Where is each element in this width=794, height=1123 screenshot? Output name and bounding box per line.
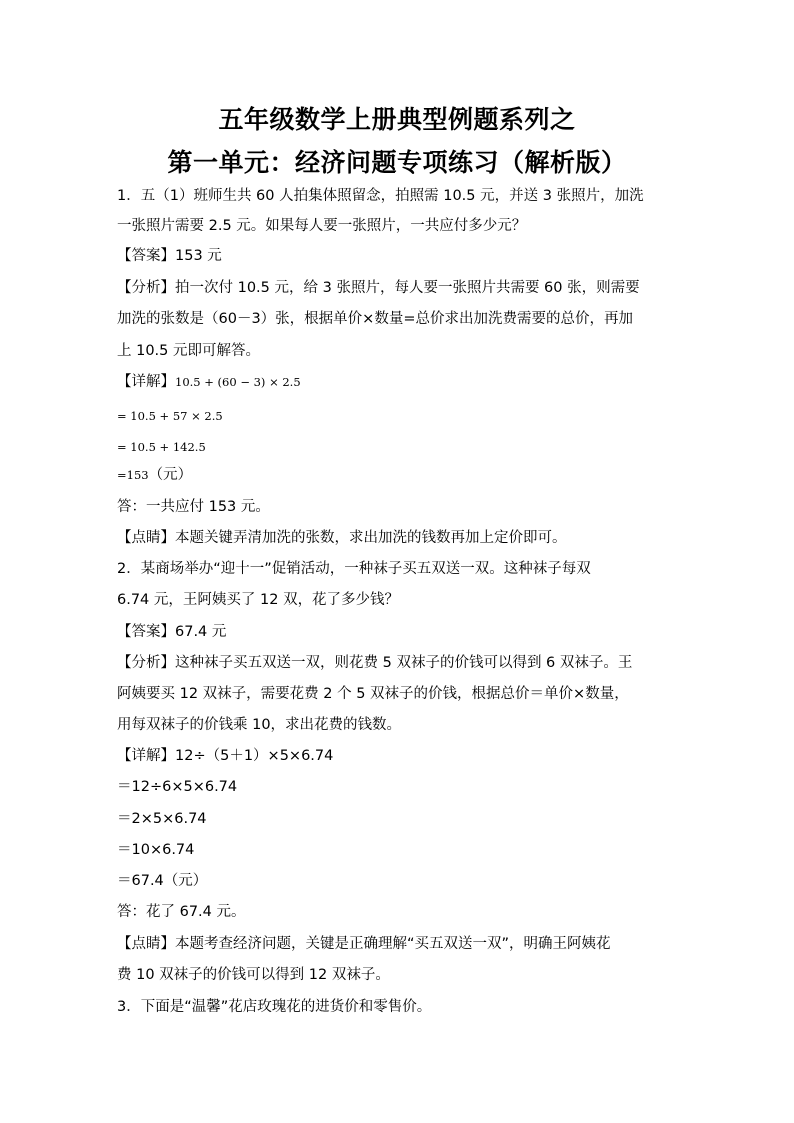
q2-point-line2: 费 10 双袜子的价钱可以得到 12 双袜子。 xyxy=(117,967,390,983)
q3-text-line1: 3．下面是“温馨”花店玫瑰花的进货价和零售价。 xyxy=(117,999,432,1015)
q1-analysis-line3: 上 10.5 元即可解答。 xyxy=(117,343,261,359)
q1-point: 【点睛】本题关键弄清加洗的张数，求出加洗的钱数再加上定价即可。 xyxy=(117,530,567,546)
q2-analysis-line1: 【分析】这种袜子买五双送一双，则花费 5 双袜子的价钱可以得到 6 双袜子。王 xyxy=(117,655,633,671)
q1-answer: 【答案】153 元 xyxy=(117,248,222,264)
q1-detail-eq1: 10.5 + (60 − 3) × 2.5 xyxy=(175,375,301,389)
q2-analysis-line3: 用每双袜子的价钱乘 10，求出花费的钱数。 xyxy=(117,717,402,733)
document-title-line1: 五年级数学上册典型例题系列之 xyxy=(218,105,576,134)
q2-detail-line2: ＝12÷6×5×6.74 xyxy=(117,779,238,795)
q1-detail-line2: = 10.5 + 57 × 2.5 xyxy=(117,409,223,423)
q1-detail-eq4: =153 xyxy=(117,468,149,482)
q1-detail-line1 xyxy=(117,372,301,392)
q2-text-line2: 6.74 元，王阿姨买了 12 双，花了多少钱？ xyxy=(117,592,400,608)
q2-reply: 答：花了 67.4 元。 xyxy=(117,904,246,920)
q1-text-line2: 一张照片需要 2.5 元。如果每人要一张照片，一共应付多少元？ xyxy=(117,218,527,234)
q2-point-line1: 【点睛】本题考查经济问题，关键是正确理解“买五双送一双”，明确王阿姨花 xyxy=(117,936,611,952)
q2-answer: 【答案】67.4 元 xyxy=(117,624,227,640)
q2-detail-line1: 【详解】12÷（5＋1）×5×6.74 xyxy=(117,748,334,764)
q1-detail-unit: （元） xyxy=(148,467,193,483)
q1-analysis-line1: 【分析】拍一次付 10.5 元，给 3 张照片，每人要一张照片共需要 60 张，则需要 xyxy=(117,280,640,296)
q2-text-line1: 2．某商场举办“迎十一”促销活动，一种袜子买五双送一双。这种袜子每双 xyxy=(117,561,591,577)
q1-detail-line4 xyxy=(117,465,192,485)
q1-analysis-line2: 加洗的张数是（60－3）张，根据单价×数量=总价求出加洗费需要的总价，再加 xyxy=(117,311,633,327)
q1-reply: 答：一共应付 153 元。 xyxy=(117,499,270,515)
q2-detail-line3: ＝2×5×6.74 xyxy=(117,811,207,827)
document-title-line2: 第一单元：经济问题专项练习（解析版） xyxy=(167,148,627,177)
q2-analysis-line2: 阿姨要买 12 双袜子，需要花费 2 个 5 双袜子的价钱，根据总价＝单价×数量， xyxy=(117,686,629,702)
q1-detail-label: 【详解】 xyxy=(117,374,175,390)
q2-detail-line5: ＝67.4（元） xyxy=(117,873,208,889)
q1-detail-line3: = 10.5 + 142.5 xyxy=(117,440,206,454)
q2-detail-line4: ＝10×6.74 xyxy=(117,842,195,858)
q1-text-line1: 1．五（1）班师生共 60 人拍集体照留念，拍照需 10.5 元，并送 3 张照片，加洗 xyxy=(117,188,644,204)
